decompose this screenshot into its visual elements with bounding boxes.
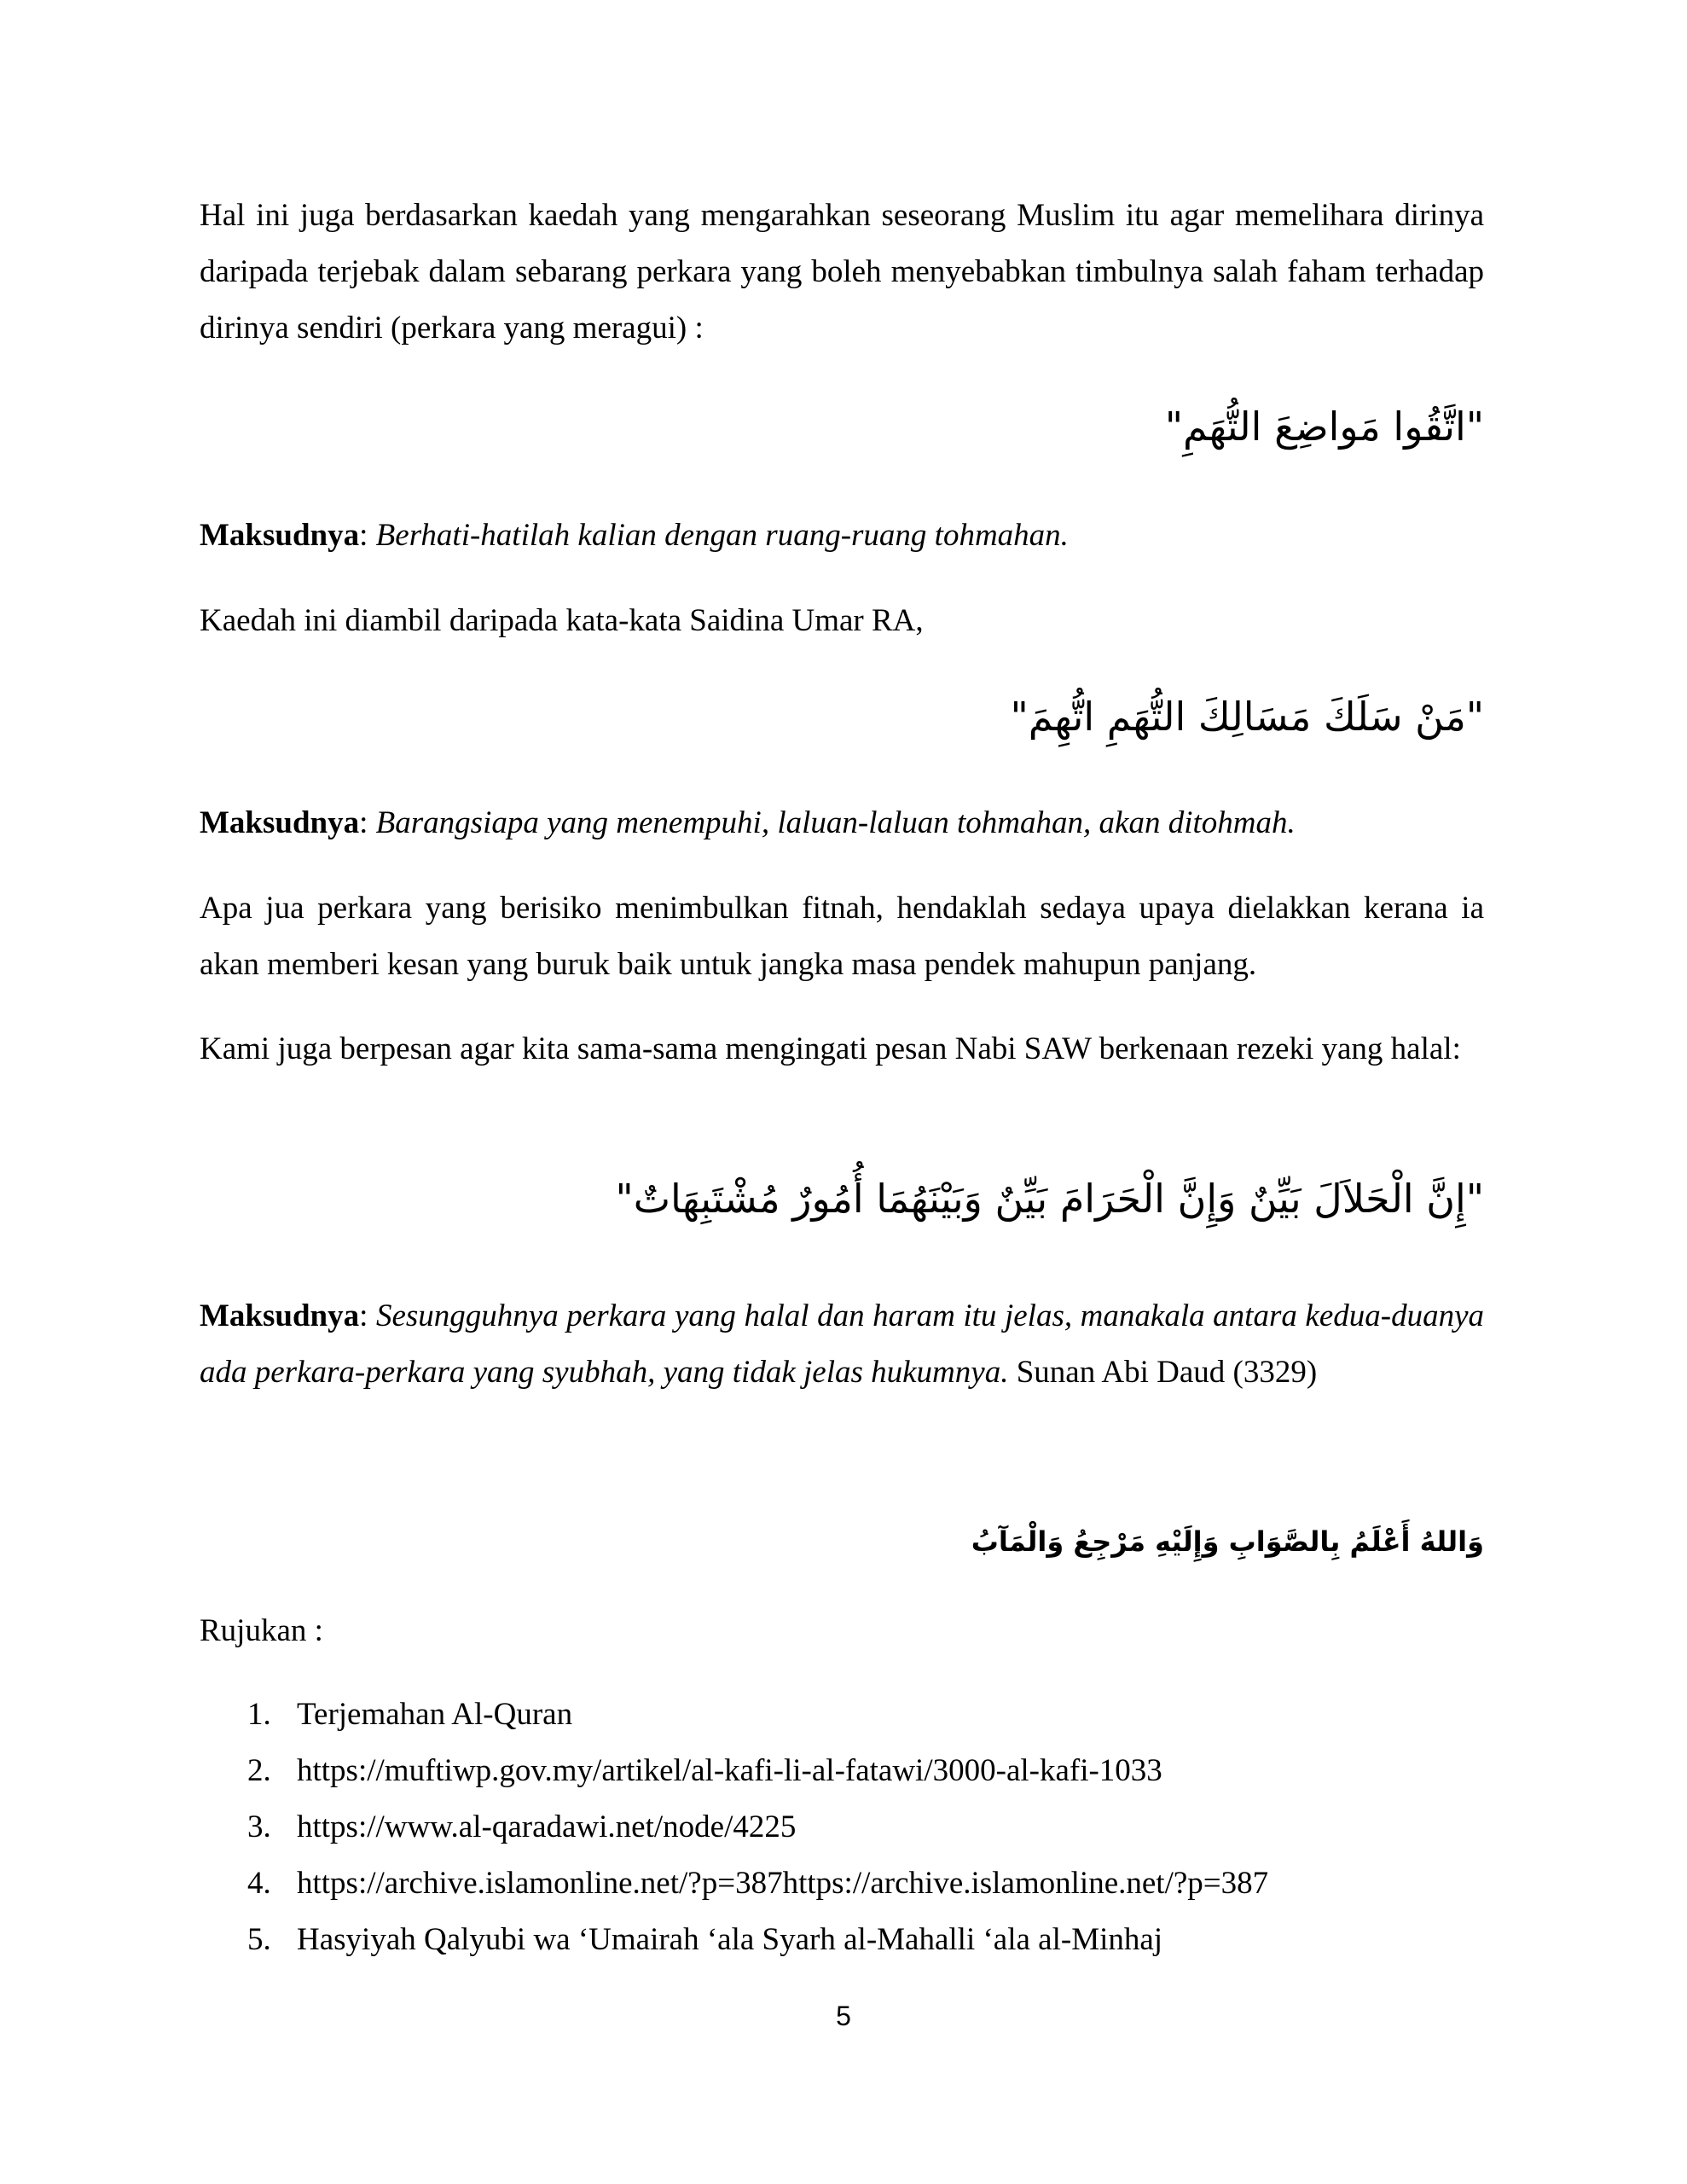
meaning-label: Maksudnya (200, 1298, 360, 1333)
meaning-colon: : (359, 518, 376, 553)
document-page (200, 0, 1484, 2184)
hadith-source: Sunan Abi Daud (3329) (1008, 1355, 1318, 1390)
reference-item: 3. https://www.al-qaradawi.net/node/4225 (247, 1809, 797, 1844)
closing-arabic: وَاللهُ أَعْلَمُ بِالصَّوَابِ وَإِلَيْهِ مَرْجِعُ وَالْمَآبُ (971, 1525, 1484, 1558)
references-heading: Rujukan : (200, 1613, 323, 1648)
reference-item: 1. Terjemahan Al-Quran (247, 1697, 573, 1732)
reference-link[interactable]: https://archive.islamonline.net/?p=387https://archive.islamonline.net/?p=387 (297, 1866, 1269, 1901)
paragraph-rezeki: Kami juga berpesan agar kita sama-sama mengingati pesan Nabi SAW berkenaan rezeki yang halal: (200, 1031, 1461, 1066)
meaning-label: Maksudnya (200, 518, 360, 553)
references-list (247, 1687, 1484, 1968)
meaning-line-1 (200, 508, 1484, 564)
meaning-line-2 (200, 795, 1484, 851)
meaning-label: Maksudnya (200, 805, 360, 840)
arabic-quote-ittaqu: "اتَّقُوا مَواضِعَ التُّهَمِ" (1164, 404, 1484, 450)
page-number: 5 (836, 2001, 851, 2031)
reference-link[interactable]: https://www.al-qaradawi.net/node/4225 (297, 1809, 797, 1844)
meaning-text: Berhati-hatilah kalian dengan ruang-ruang tohmahan. (375, 518, 1069, 553)
meaning-text: Barangsiapa yang menempuhi, laluan-laluan tohmahan, akan ditohmah. (375, 805, 1296, 840)
paragraph-fitnah: Apa jua perkara yang berisiko menimbulkan fitnah, hendaklah sedaya upaya dielakkan kerana ia akan memberi kesan yang buruk baik untuk jangka masa pendek mahupun panjang. (200, 891, 1484, 982)
arabic-quote-umar: "مَنْ سَلَكَ مَسَالِكَ التُّهَمِ اتُّهِمَ" (1010, 694, 1484, 740)
reference-item: 2. https://muftiwp.gov.my/artikel/al-kafi-li-al-fatawi/3000-al-kafi-1033 (247, 1753, 1162, 1788)
arabic-hadith-halal: "إِنَّ الْحَلاَلَ بَيِّنٌ وَإِنَّ الْحَرَامَ بَيِّنٌ وَبَيْنَهُمَا أُمُورٌ مُشْتَبِهَاتٌ" (615, 1176, 1484, 1222)
meaning-colon: : (359, 1298, 376, 1333)
paragraph-intro: Hal ini juga berdasarkan kaedah yang mengarahkan seseorang Muslim itu agar memelihara dirinya daripada terjebak dalam sebarang perkara yang boleh menyebabkan timbulnya salah faham terhadap dirinya sendiri (perkara yang meragui) : (200, 198, 1484, 346)
reference-item: 4. https://archive.islamonline.net/?p=387https://archive.islamonline.net/?p=387 (247, 1866, 1269, 1901)
reference-item: 5. Hasyiyah Qalyubi wa ‘Umairah ‘ala Syarh al-Mahalli ‘ala al-Minhaj (247, 1922, 1163, 1957)
meaning-colon: : (359, 805, 376, 840)
paragraph-umar: Kaedah ini diambil daripada kata-kata Saidina Umar RA, (200, 603, 924, 638)
meaning-text: Sesungguhnya perkara yang halal dan haram itu jelas, manakala antara kedua-duanya ada perkara-perkara yang syubhah, yang tidak jelas hukumnya. (200, 1298, 1484, 1390)
meaning-line-3 (200, 1288, 1484, 1401)
reference-link[interactable]: https://muftiwp.gov.my/artikel/al-kafi-li-al-fatawi/3000-al-kafi-1033 (297, 1753, 1162, 1788)
